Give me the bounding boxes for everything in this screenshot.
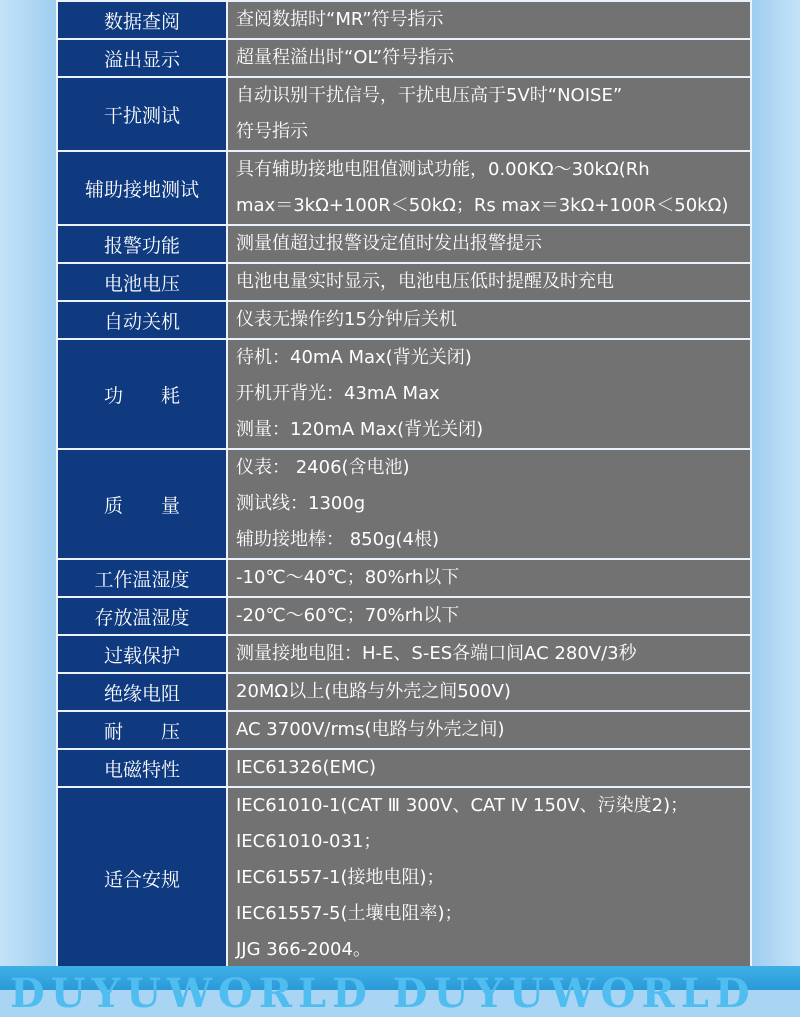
spec-label: 电磁特性 — [103, 758, 180, 781]
spec-table — [56, 0, 752, 970]
spec-value-cell — [227, 673, 751, 711]
spec-value-line: 自动识别干扰信号，干扰电压高于5V时“NOISE” — [236, 85, 623, 106]
spec-value-cell — [227, 39, 751, 77]
table-row — [57, 597, 751, 635]
left-margin-panel — [0, 0, 56, 968]
spec-label-cell — [57, 711, 227, 749]
spec-value-line: 测试线：1300g — [236, 493, 366, 514]
spec-label-cell — [57, 749, 227, 787]
spec-label-cell — [57, 77, 227, 151]
spec-value-line: 仪表无操作约15分钟后关机 — [236, 309, 457, 330]
spec-value-line: IEC61557-5(土壤电阻率)； — [236, 903, 463, 924]
spec-value-line: 待机：40mA Max(背光关闭) — [236, 347, 472, 368]
spec-value-line: AC 3700V/rms(电路与外壳之间) — [236, 719, 505, 740]
spec-label: 干扰测试 — [103, 104, 180, 127]
spec-label: 过载保护 — [103, 644, 180, 667]
table-row — [57, 225, 751, 263]
table-row — [57, 263, 751, 301]
spec-value-cell — [227, 225, 751, 263]
spec-value-cell — [227, 151, 751, 225]
table-row — [57, 673, 751, 711]
table-row — [57, 151, 751, 225]
spec-label: 绝缘电阻 — [103, 682, 180, 705]
spec-value-line: IEC61557-1(接地电阻)； — [236, 867, 445, 888]
table-row — [57, 635, 751, 673]
spec-value-cell — [227, 1, 751, 39]
spec-label-cell — [57, 339, 227, 449]
spec-value-cell — [227, 339, 751, 449]
table-row — [57, 1, 751, 39]
spec-value-line: 20MΩ以上(电路与外壳之间500V) — [236, 681, 511, 702]
spec-value-line: IEC61326(EMC) — [236, 757, 377, 778]
spec-value-line: 符号指示 — [236, 121, 308, 142]
spec-label: 数据查阅 — [103, 10, 180, 33]
spec-label-cell — [57, 673, 227, 711]
spec-value-line: IEC61010-031； — [236, 831, 382, 852]
spec-label: 报警功能 — [103, 234, 180, 257]
table-row — [57, 77, 751, 151]
spec-value-cell — [227, 711, 751, 749]
spec-label: 功 耗 — [103, 384, 180, 407]
spec-value-cell — [227, 635, 751, 673]
spec-label: 存放温湿度 — [94, 606, 190, 629]
spec-label: 电池电压 — [103, 272, 180, 295]
spec-value-line: 仪表： 2406(含电池) — [236, 457, 410, 478]
spec-label-cell — [57, 151, 227, 225]
spec-label: 溢出显示 — [103, 48, 180, 71]
footer-band — [0, 966, 800, 1017]
spec-value-line: 辅助接地棒： 850g(4根) — [236, 529, 440, 550]
spec-label-cell — [57, 39, 227, 77]
spec-label-cell — [57, 787, 227, 969]
table-row — [57, 559, 751, 597]
spec-label-cell — [57, 1, 227, 39]
table-row — [57, 749, 751, 787]
spec-label-cell — [57, 597, 227, 635]
spec-label-cell — [57, 225, 227, 263]
spec-value-line: 超量程溢出时“OL”符号指示 — [236, 47, 455, 68]
spec-label-cell — [57, 449, 227, 559]
spec-value-cell — [227, 559, 751, 597]
spec-label: 耐 压 — [103, 720, 180, 743]
spec-value-line: max＝3kΩ+100R＜50kΩ；Rs max＝3kΩ+100R＜50kΩ) — [236, 195, 729, 216]
spec-value-cell — [227, 301, 751, 339]
table-row — [57, 449, 751, 559]
spec-table-body — [57, 1, 751, 969]
spec-label-cell — [57, 559, 227, 597]
spec-value-cell — [227, 449, 751, 559]
spec-value-line: 电池电量实时显示，电池电压低时提醒及时充电 — [236, 271, 614, 292]
spec-value-line: 测量：120mA Max(背光关闭) — [236, 419, 484, 440]
spec-label: 辅助接地测试 — [84, 178, 199, 201]
spec-label: 适合安规 — [103, 868, 180, 891]
table-row — [57, 339, 751, 449]
spec-value-cell — [227, 263, 751, 301]
spec-value-cell — [227, 787, 751, 969]
spec-label: 工作温湿度 — [94, 568, 190, 591]
spec-value-line: 测量值超过报警设定值时发出报警提示 — [236, 233, 542, 254]
spec-value-line: IEC61010-1(CAT Ⅲ 300V、CAT Ⅳ 150V、污染度2)； — [236, 795, 689, 816]
spec-value-cell — [227, 77, 751, 151]
right-margin-panel — [752, 0, 800, 968]
spec-label: 质 量 — [103, 494, 180, 517]
table-row — [57, 711, 751, 749]
spec-value-line: 开机开背光：43mA Max — [236, 383, 440, 404]
spec-value-line: -20℃～60℃；70%rh以下 — [236, 605, 460, 626]
footer-watermark: DUYUWORLD DUYUWORLD — [10, 970, 756, 1017]
spec-value-line: 具有辅助接地电阻值测试功能，0.00KΩ～30kΩ(Rh — [236, 159, 650, 180]
spec-value-line: 测量接地电阻：H-E、S-ES各端口间AC 280V/3秒 — [236, 643, 637, 664]
spec-value-line: 查阅数据时“MR”符号指示 — [236, 9, 444, 30]
spec-label: 自动关机 — [103, 310, 180, 333]
spec-label-cell — [57, 301, 227, 339]
spec-value-cell — [227, 749, 751, 787]
table-row — [57, 39, 751, 77]
spec-value-line: -10℃～40℃；80%rh以下 — [236, 567, 460, 588]
spec-label-cell — [57, 635, 227, 673]
table-row — [57, 301, 751, 339]
spec-value-cell — [227, 597, 751, 635]
table-row — [57, 787, 751, 969]
spec-value-line: JJG 366-2004。 — [236, 939, 371, 960]
spec-label-cell — [57, 263, 227, 301]
